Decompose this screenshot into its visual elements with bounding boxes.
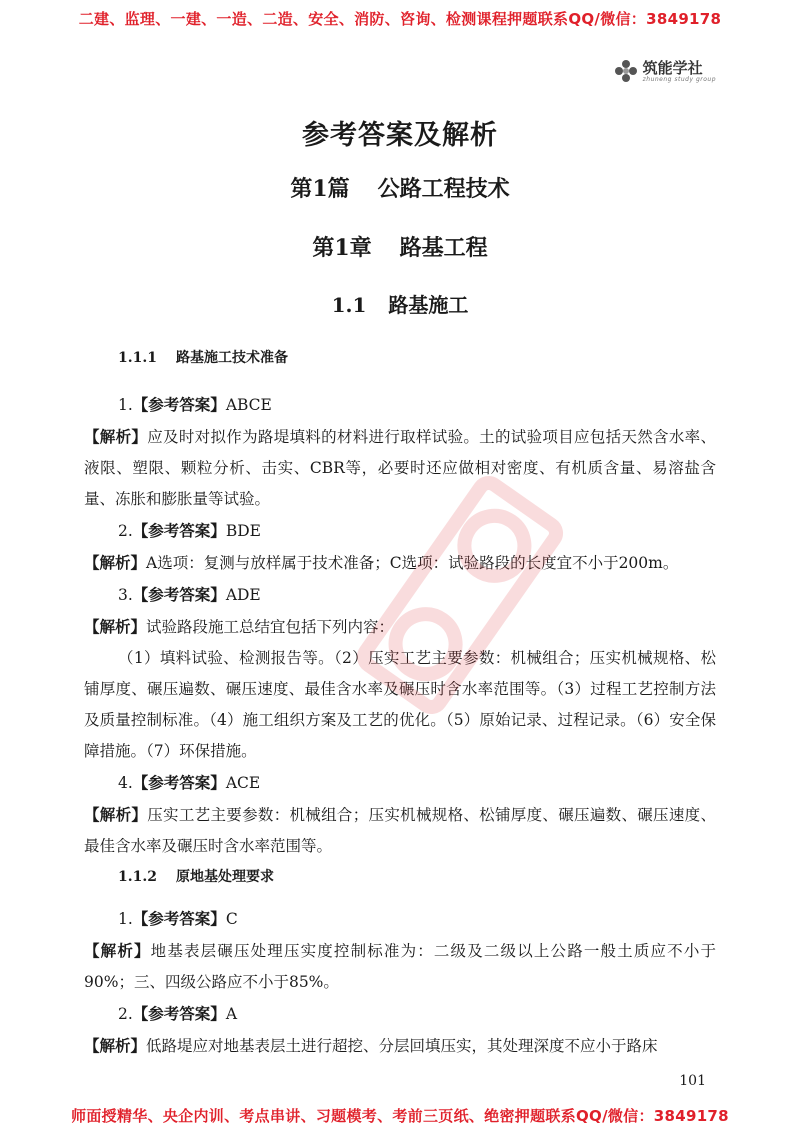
publisher-logo	[613, 58, 716, 84]
answer-value: BDE	[225, 522, 261, 540]
section-number: 1.1	[331, 293, 367, 317]
answer-value: C	[225, 910, 238, 928]
analysis-paragraph: 【解析】地基表层碾压处理压实度控制标准为：二级及二级以上公路一般土质应不小于90%；三、四级公路应不小于85%。	[84, 941, 716, 991]
bottom-banner: 师面授精华、央企内训、考点串讲、习题模考、考前三页纸、绝密押题联系QQ/微信：3849178	[71, 1107, 729, 1125]
chapter-heading	[0, 231, 800, 262]
part-number: 第1篇	[290, 176, 350, 202]
logo-subtitle: zhuneng study group	[642, 75, 716, 83]
answer-line: 2.【参考答案】A	[118, 1004, 238, 1023]
subsection-title: 路基施工技术准备	[176, 350, 288, 366]
subsection-number: 1.1.1	[118, 350, 157, 366]
part-name: 公路工程技术	[377, 176, 510, 202]
answer-value: ABCE	[225, 396, 272, 414]
answer-value: ACE	[225, 774, 261, 792]
subsection-heading	[118, 347, 288, 367]
page-number: 101	[679, 1073, 706, 1089]
answer-line: 3.【参考答案】ADE	[118, 585, 261, 604]
logo-name: 筑能学社	[642, 58, 703, 77]
answer-value: ADE	[225, 586, 261, 604]
answer-value: A	[225, 1005, 238, 1023]
part-heading	[0, 172, 800, 203]
analysis-paragraph: 【解析】压实工艺主要参数：机械组合；压实机械规格、松铺厚度、碾压遍数、碾压速度、最佳含水率及碾压时含水率范围等。	[84, 805, 716, 855]
analysis-paragraph: （1）填料试验、检测报告等。（2）压实工艺主要参数：机械组合；压实机械规格、松铺厚度、碾压遍数、碾压速度、最佳含水率及碾压时含水率范围等。（3）过程工艺控制方法及质量控制标准。（4）施工组织方案及工艺的优化。（5）原始记录、过程记录。（6）安全保障措施。（7）环保措施。	[84, 649, 716, 760]
flower-logo-icon	[613, 58, 639, 84]
analysis-paragraph: 【解析】应及时对拟作为路堤填料的材料进行取样试验。土的试验项目应包括天然含水率、液限、塑限、颗粒分析、击实、CBR等，必要时还应做相对密度、有机质含量、易溶盐含量、冻胀和膨胀量等试验。	[84, 427, 716, 508]
subsection-number: 1.1.2	[118, 869, 157, 885]
subsection-body	[84, 903, 716, 1062]
answer-line: 1.【参考答案】ABCE	[118, 395, 272, 414]
analysis-paragraph: 【解析】低路堤应对地基表层土进行超挖、分层回填压实，其处理深度不应小于路床	[84, 1036, 658, 1055]
subsection-body	[84, 389, 716, 862]
page-title: 参考答案及解析	[302, 120, 498, 151]
subsection-title: 原地基处理要求	[176, 869, 274, 885]
chapter-number: 第1章	[312, 235, 372, 261]
section-heading	[0, 289, 800, 318]
top-banner: 二建、监理、一建、一造、二造、安全、消防、咨询、检测课程押题联系QQ/微信：3849178	[78, 10, 722, 28]
section-name: 路基施工	[388, 293, 469, 317]
chapter-name: 路基工程	[399, 235, 488, 261]
answer-line: 2.【参考答案】BDE	[118, 521, 261, 540]
analysis-paragraph: 【解析】A选项：复测与放样属于技术准备；C选项：试验路段的长度宜不小于200m。	[84, 553, 679, 572]
subsection-heading	[118, 866, 274, 886]
answer-line: 4.【参考答案】ACE	[118, 773, 261, 792]
analysis-paragraph: 【解析】试验路段施工总结宜包括下列内容：	[84, 617, 395, 636]
answer-line: 1.【参考答案】C	[118, 909, 238, 928]
